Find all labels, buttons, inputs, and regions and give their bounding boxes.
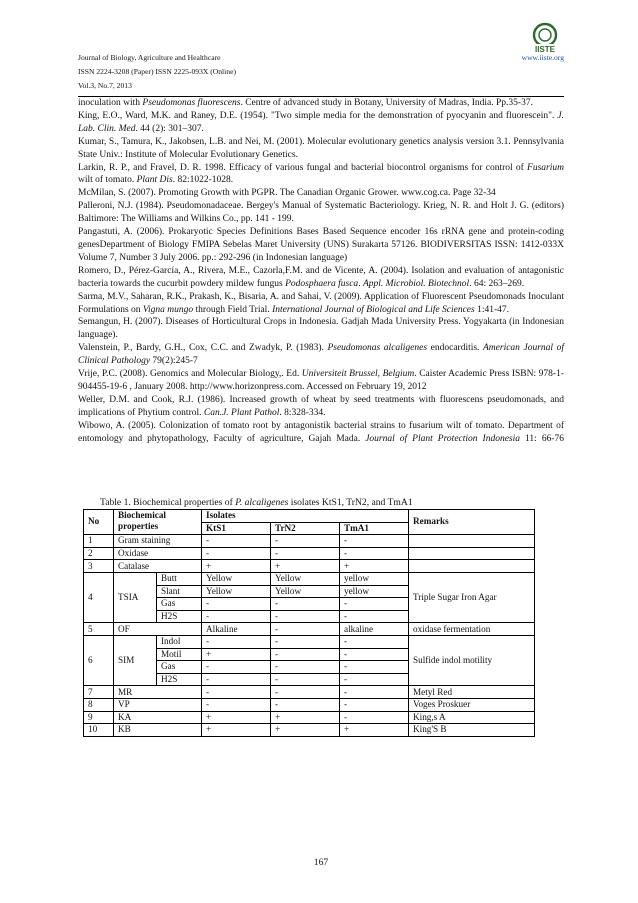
cell-no: 4 [84,572,114,622]
cell-subproperty: Gas [157,661,202,674]
table-row [84,572,535,585]
cell-kts1: + [202,648,271,661]
table-row [84,547,535,560]
cell-tma1: yellow [340,585,409,598]
reference-entry [78,110,564,136]
cell-tma1: - [340,698,409,711]
cell-trn2: - [271,661,340,674]
caption-species: P. alcaligenes [235,497,289,508]
cell-remarks: oxidase fermentation [409,623,535,636]
cell-subproperty: H2S [157,673,202,686]
cell-subproperty: H2S [157,610,202,623]
cell-subproperty: Slant [157,585,202,598]
cell-tma1: - [340,673,409,686]
reference-entry [78,316,564,342]
cell-trn2: + [271,724,340,737]
cell-trn2: - [271,610,340,623]
reference-list [78,97,564,445]
table-row [84,698,535,711]
reference-text: Wibowo, A. (2005). Colonization of tomato root by antagonistik bacterial strains to fusarium wilt of tomato. Department of entomology and phytopathology, Faculty of agriculture, Gajah Mada. [78,420,564,444]
journal-url[interactable]: www.iiste.org [521,53,564,62]
cell-property: KA [114,711,202,724]
journal-volume: Vol.3, No.7, 2013 [78,81,132,90]
reference-entry [78,291,564,317]
cell-trn2: - [271,535,340,548]
table-row [84,686,535,699]
caption-isolates: isolates KtS1, TrN2, and TmA1 [288,497,413,508]
cell-no: 1 [84,535,114,548]
biochemical-table [83,509,535,737]
reference-italic: J. Lab. Clin. Med [78,110,564,134]
reference-italic: Podosphaera fusca [285,278,359,289]
reference-italic: International Journal of Biological and Life Sciences [272,304,475,315]
reference-text: King, E.O., Ward, M.K. and Raney, D.E. (1954). "Two simple media for the demonstration of pyocyanin and fluorescein". [78,110,558,121]
reference-text: . 82:1022-1028. [172,175,234,186]
table-caption [100,497,413,508]
cell-kts1: Alkaline [202,623,271,636]
reference-text: wilt of tomato. [78,175,137,186]
reference-text: . Centre of advanced study in Botany, University of Madras, India. Pp.35-37. [240,98,533,108]
table-row [84,560,535,573]
header-tma1: TmA1 [340,522,409,535]
header-isolates: Isolates [202,510,409,523]
reference-italic: Pseudomonas fluorescens [142,98,241,108]
cell-kts1: - [202,547,271,560]
cell-trn2: - [271,686,340,699]
cell-property: Catalase [114,560,202,573]
cell-trn2: - [271,598,340,611]
reference-entry [78,136,564,162]
cell-property: VP [114,698,202,711]
reference-italic: Pseudomonas alcaligenes [327,343,428,354]
reference-italic: Plant Dis [136,175,173,186]
cell-trn2: - [271,673,340,686]
header-no: No [84,510,114,535]
iiste-logo-icon [528,20,562,54]
cell-subproperty: Motil [157,648,202,661]
cell-trn2: Yellow [271,585,340,598]
cell-remarks: King,s A [409,711,535,724]
cell-trn2: - [271,648,340,661]
cell-tma1: - [340,610,409,623]
cell-kts1: Yellow [202,572,271,585]
cell-trn2: - [271,623,340,636]
reference-italic: Journal of Plant Protection Indonesia [365,433,521,444]
cell-kts1: + [202,711,271,724]
reference-text: Weller, D.M. and Cook, R.J. (1986). Increased growth of wheat by seed treatments with fluorescens pseudomonads, and implications of Phytium control. [78,394,564,418]
reference-italic: Vigna mungo [142,304,194,315]
reference-italic: Fusarium [527,162,564,173]
cell-no: 7 [84,686,114,699]
reference-entry [78,394,564,420]
reference-entry [78,187,564,200]
table-body [84,535,535,737]
reference-text: Larkin, R. P., and Fravel, D. R. 1998. Efficacy of various fungal and bacterial biocontrol organisms for control of [78,162,528,173]
journal-name: Journal of Biology, Agriculture and Healthcare [78,53,221,62]
reference-italic: Appl. Microbiol. Biotechnol [362,278,470,289]
table-row [84,535,535,548]
cell-kts1: Yellow [202,585,271,598]
header-remarks: Remarks [409,510,535,535]
cell-tma1: - [340,661,409,674]
table-row [84,635,535,648]
reference-entry [78,368,564,394]
reference-italic: Can.J. Plant Pathol [203,407,280,418]
cell-tma1: - [340,547,409,560]
cell-property: TSIA [114,572,157,622]
cell-subproperty: Butt [157,572,202,585]
table-row [84,724,535,737]
cell-no: 9 [84,711,114,724]
cell-tma1: yellow [340,572,409,585]
reference-entry [78,265,564,291]
cell-tma1: - [340,535,409,548]
reference-italic: American Journal of Clinical Pathology [78,343,564,367]
cell-property: OF [114,623,202,636]
cell-remarks [409,560,535,573]
reference-text: Romero, D., Pérez-García, A., Rivera, M.E., Cazorla,F.M. and de Vicente, A. (2004). Isolation and evaluation of antagonistic bacteria towards the cucurbit powdery mildew fungus [78,265,564,289]
cell-subproperty: Gas [157,598,202,611]
cell-remarks: Metyl Red [409,686,535,699]
reference-entry [78,420,564,446]
reference-text: endocarditis. [427,343,483,354]
cell-kts1: + [202,560,271,573]
cell-trn2: + [271,711,340,724]
cell-trn2: + [271,560,340,573]
cell-kts1: - [202,535,271,548]
cell-tma1: - [340,598,409,611]
cell-tma1: - [340,686,409,699]
reference-text: Vrije, P.C. (2008). Genomics and Molecular Biology,. Ed. [78,369,302,380]
caption-text: Table 1. Biochemical properties of [100,497,236,508]
cell-tma1: alkaline [340,623,409,636]
cell-tma1: - [340,711,409,724]
journal-issn: ISSN 2224-3208 (Paper) ISSN 2225-093X (Online) [78,67,236,76]
cell-trn2: Yellow [271,572,340,585]
header-biochemical: Biochemical properties [114,510,202,535]
cell-kts1: - [202,686,271,699]
cell-remarks: Sulfide indol motility [409,635,535,685]
reference-entry [78,342,564,368]
cell-no: 3 [84,560,114,573]
cell-property: Oxidase [114,547,202,560]
reference-text: through Field Trial. [193,304,273,315]
running-header [78,51,564,93]
reference-text: Semangun, H. (2007). Diseases of Horticultural Crops in Indonesia. Gadjah Mada University Press. Yogyakarta (in Indonesian language). [78,317,564,341]
header-kts1: KtS1 [202,522,271,535]
reference-text: 1:41-47. [474,304,510,315]
reference-entry [78,97,564,110]
reference-text: . 64: 263–269. [469,278,525,289]
cell-trn2: - [271,547,340,560]
cell-tma1: + [340,560,409,573]
reference-text: Palleroni, N.J. (1984). Pseudomonadaceae. Bergey's Manual of Systematic Bacteriology. Krieg, N. R. and Holt J. G. (editors) Baltimore: The Williams and Wilkins Co., pp. 141 - 199. [78,201,564,225]
cell-property: MR [114,686,202,699]
cell-remarks: King'S B [409,724,535,737]
reference-entry [78,162,564,188]
cell-kts1: - [202,661,271,674]
cell-kts1: - [202,673,271,686]
cell-no: 2 [84,547,114,560]
cell-tma1: - [340,635,409,648]
cell-no: 5 [84,623,114,636]
cell-kts1: - [202,610,271,623]
reference-text: Sarma, M.V., Saharan, R.K., Prakash, K., Bisaria, A. and Sahai, V. (2009). Application of Fluorescent Pseudomonads Inoculant Formulations on [78,291,564,315]
cell-tma1: + [340,724,409,737]
reference-text: McMilan, S. (2007). Promoting Growth with PGPR. The Canadian Organic Grower. www.cog.ca. Page 32-34 [78,188,496,199]
cell-trn2: - [271,698,340,711]
cell-property: KB [114,724,202,737]
reference-text: Pangastuti, A. (2006). Prokaryotic Species Definitions Bases Based Sequence encoder 16s rRNA gene and protein-coding genesDepartment of Biology FMIPA Sebelas Maret University (UNS) Surakarta 57126. BIODIVERSITAS ISSN: 1412-033X Volume 7, Number 3 July 2006. pp.: 292-296 (in Indonesian language) [78,227,564,263]
reference-text: Kumar, S., Tamura, K., Jakobsen, L.B. and Nei, M. (2001). Molecular evolutionary genetics analysis version 3.1. Pennsylvania State Univ.: Institute of Molecular Evolutionary Genetics. [78,136,564,160]
page-number: 167 [313,857,329,868]
cell-kts1: - [202,635,271,648]
cell-remarks [409,547,535,560]
cell-remarks [409,535,535,548]
cell-trn2: - [271,635,340,648]
table-row [84,711,535,724]
reference-text: . 8:328-334. [279,407,326,418]
table-row [84,623,535,636]
cell-tma1: - [340,648,409,661]
reference-entry [78,226,564,265]
cell-no: 6 [84,635,114,685]
cell-remarks: Triple Sugar Iron Agar [409,572,535,622]
cell-property: Gram staining [114,535,202,548]
reference-text: . Caister Academic Press ISBN: 978-1-904455-19-6 , January 2008. http://www.horizonpress.com. Accessed on February 19, 2012 [78,369,565,392]
header-trn2: TrN2 [271,522,340,535]
reference-text: Valenstein, P., Bardy, G.H., Cox, C.C. and Zwadyk, P. (1983). [78,343,328,354]
cell-remarks: Voges Proskuer [409,698,535,711]
logo-text: IISTE [534,45,556,54]
cell-kts1: - [202,698,271,711]
reference-text: 79(2):245-7 [150,356,198,367]
reference-entry [78,200,564,226]
reference-text: . [358,278,363,289]
cell-no: 8 [84,698,114,711]
cell-kts1: + [202,724,271,737]
cell-subproperty: Indol [157,635,202,648]
reference-text: . 44 (2): 301–307. [135,123,204,134]
cell-property: SIM [114,635,157,685]
reference-text: 11: 66-76 [520,433,564,444]
reference-italic: Universiteit Brussel, Belgium [301,369,415,380]
reference-text: inoculation with [78,98,143,108]
cell-no: 10 [84,724,114,737]
cell-kts1: - [202,598,271,611]
